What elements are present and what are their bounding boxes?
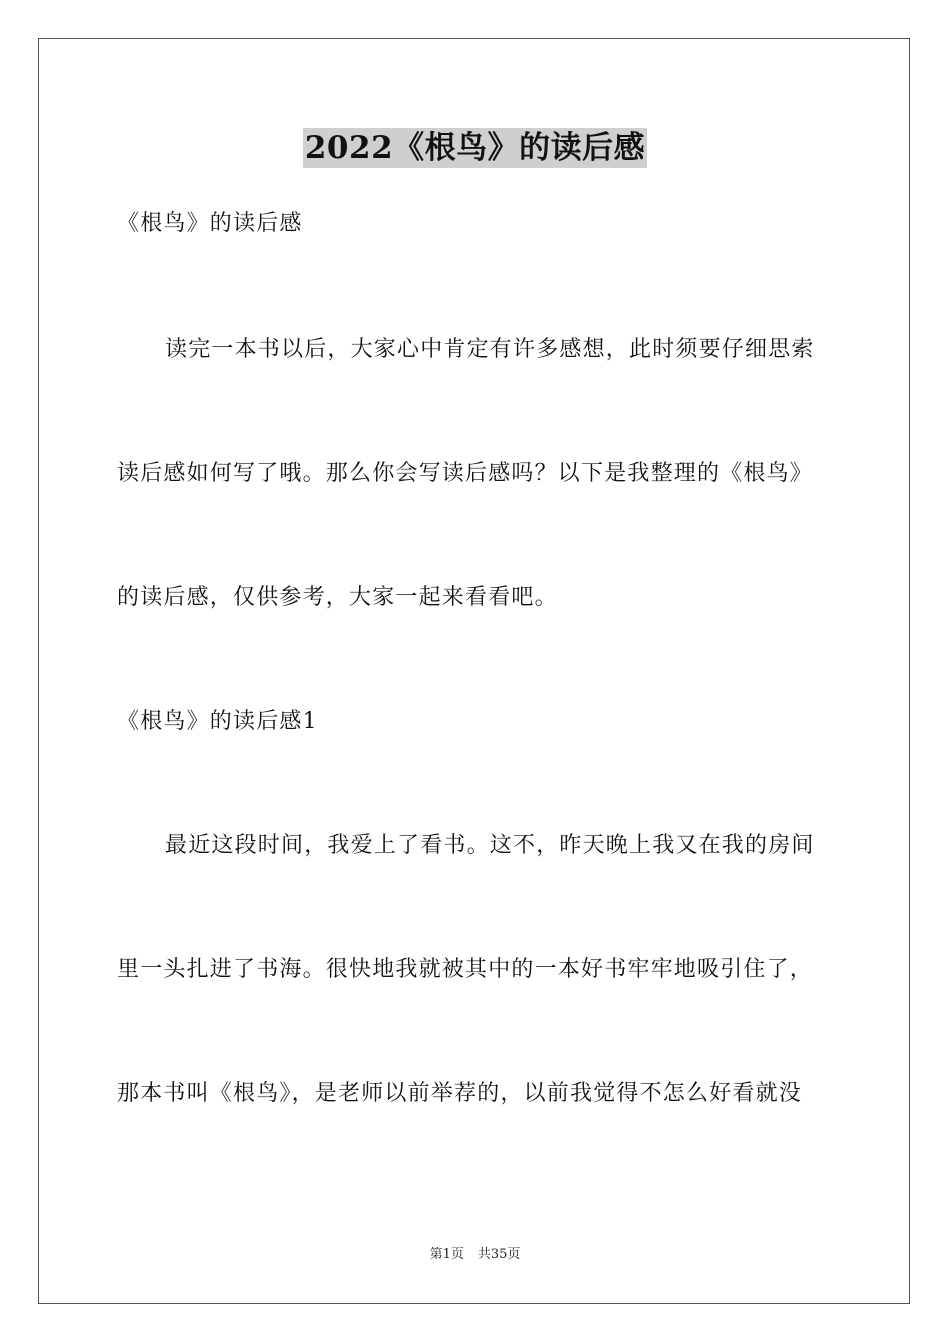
title-container — [0, 128, 950, 168]
paragraph-line: 读后感如何写了哦。那么你会写读后感吗？以下是我整理的《根鸟》 — [117, 461, 814, 486]
page-current: 第1页 — [429, 1247, 464, 1262]
section-heading: 《根鸟》的读后感1 — [117, 709, 318, 734]
paragraph-line: 里一头扎进了书海。很快地我就被其中的一本好书牢牢地吸引住了， — [117, 957, 814, 982]
page-total: 共35页 — [477, 1247, 521, 1262]
paragraph-line: 最近这段时间，我爱上了看书。这不，昨天晚上我又在我的房间 — [165, 833, 815, 858]
paragraph-line: 那本书叫《根鸟》，是老师以前举荐的，以前我觉得不怎么好看就没 — [117, 1081, 803, 1106]
subtitle-line: 《根鸟》的读后感 — [117, 211, 303, 236]
paragraph-line: 读完一本书以后，大家心中肯定有许多感想，此时须要仔细思索 — [165, 337, 815, 362]
page-footer — [0, 1246, 950, 1264]
document-title: 2022《根鸟》的读后感 — [304, 130, 646, 166]
paragraph-line: 的读后感，仅供参考，大家一起来看看吧。 — [117, 585, 558, 610]
